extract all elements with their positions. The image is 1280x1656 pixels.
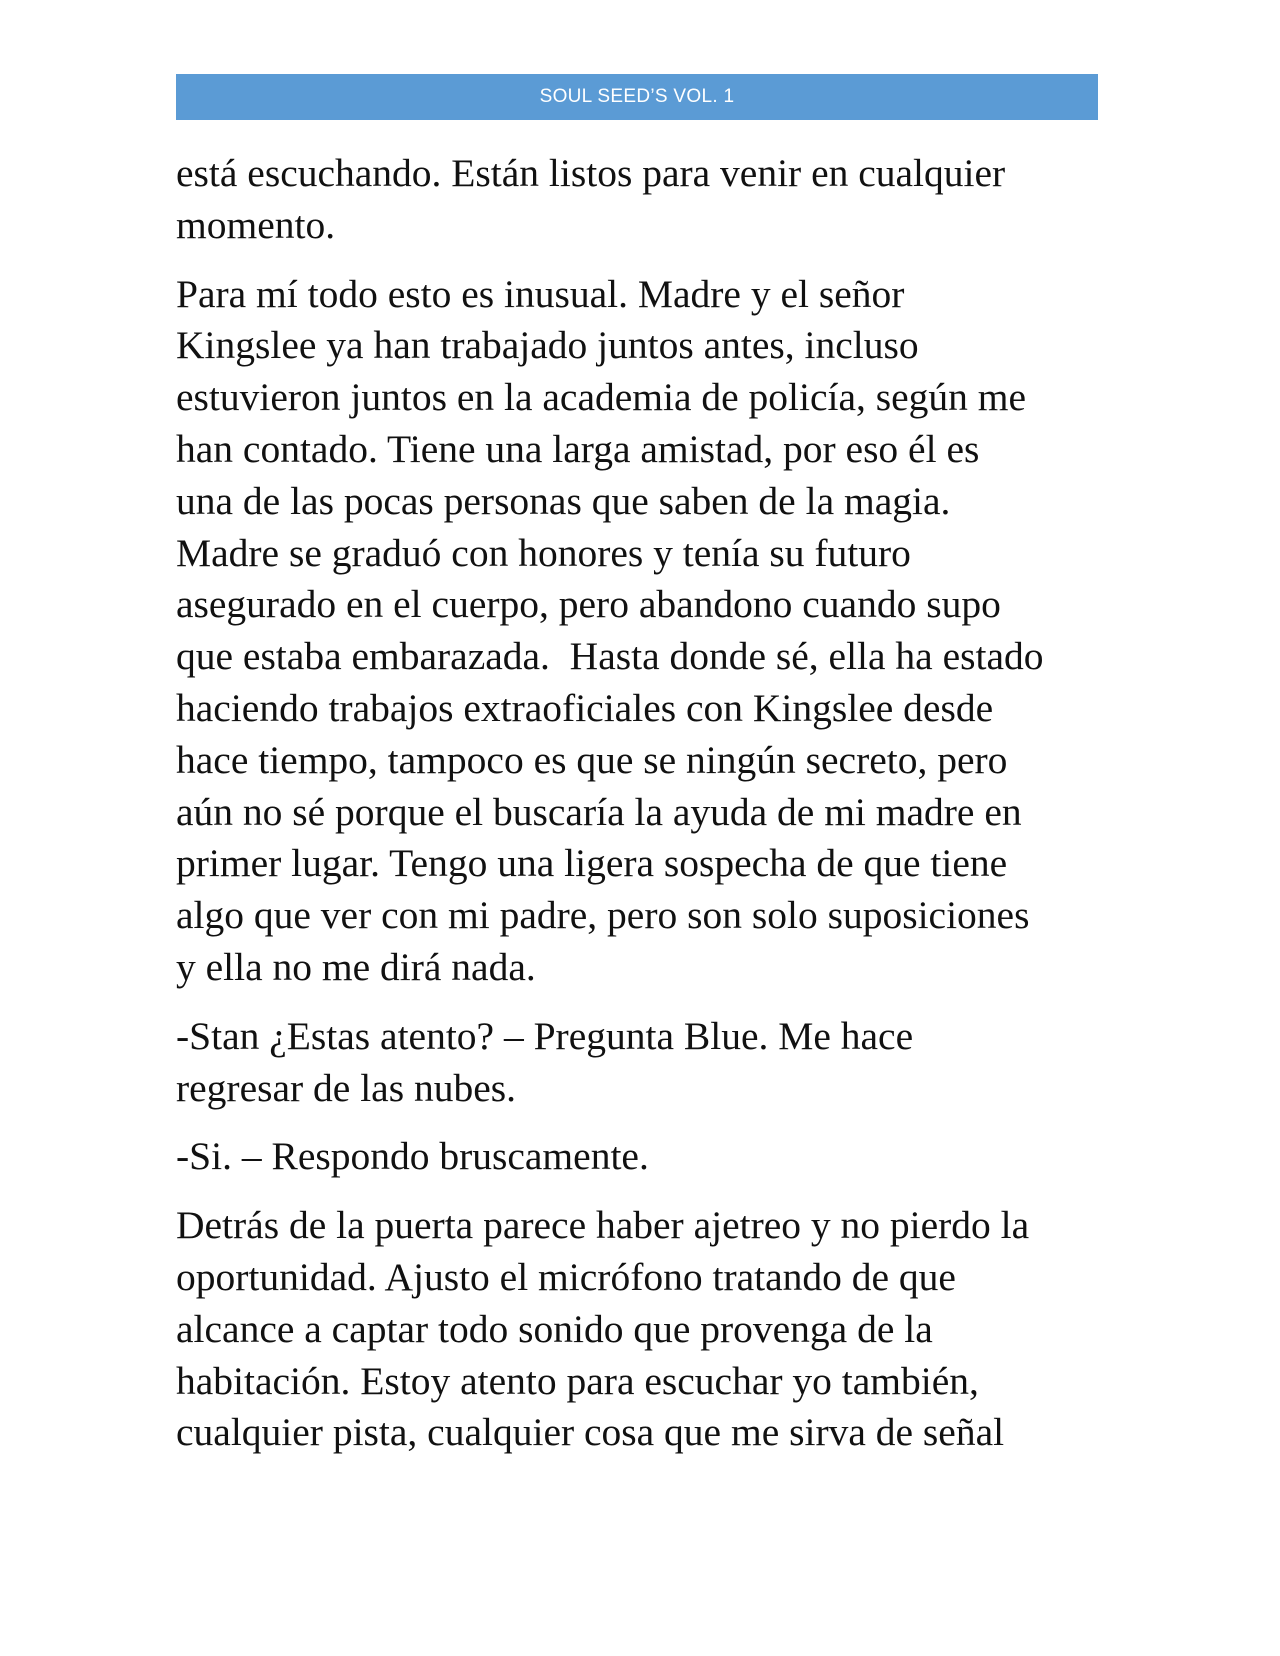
text-line: algo que ver con mi padre, pero son solo suposiciones	[176, 893, 1030, 938]
running-header	[176, 74, 1098, 120]
text-line: alcance a captar todo sonido que provenga de la	[176, 1306, 933, 1351]
header-title: SOUL SEED’S VOL. 1	[539, 86, 735, 107]
paragraph-3	[176, 1011, 1116, 1115]
page-body	[176, 148, 1116, 1476]
text-line: está escuchando. Están listos para venir en cualquier	[176, 151, 1006, 195]
text-line: haciendo trabajos extraoficiales con Kingslee desde	[176, 685, 994, 730]
text-line: que estaba embarazada. Hasta donde sé, ella ha estado	[176, 634, 1044, 679]
text-line: primer lugar. Tengo una ligera sospecha de que tiene	[176, 841, 1008, 886]
paragraph-1	[176, 148, 1116, 252]
text-line: habitación. Estoy atento para escuchar yo también,	[176, 1358, 979, 1403]
text-line: oportunidad. Ajusto el micrófono tratando de que	[176, 1254, 956, 1299]
text-line: y ella no me dirá nada.	[176, 944, 536, 989]
paragraph-4	[176, 1131, 1116, 1183]
text-line: regresar de las nubes.	[176, 1065, 516, 1110]
text-line: estuvieron juntos en la academia de policía, según me	[176, 375, 1027, 420]
text-line: Kingslee ya han trabajado juntos antes, incluso	[176, 323, 919, 368]
text-line: hace tiempo, tampoco es que se ningún secreto, pero	[176, 737, 1008, 782]
text-line: han contado. Tiene una larga amistad, por eso él es	[176, 426, 980, 471]
text-line: cualquier pista, cualquier cosa que me sirva de señal	[176, 1410, 1005, 1455]
text-line: Para mí todo esto es inusual. Madre y el señor	[176, 271, 905, 316]
paragraph-5	[176, 1200, 1116, 1459]
text-line: aún no sé porque el buscaría la ayuda de mi madre en	[176, 789, 1022, 834]
text-line: Madre se graduó con honores y tenía su futuro	[176, 530, 911, 575]
text-line: -Stan ¿Estas atento? – Pregunta Blue. Me hace	[176, 1013, 914, 1058]
text-line: Detrás de la puerta parece haber ajetreo y no pierdo la	[176, 1203, 1030, 1248]
text-line: -Si. – Respondo bruscamente.	[176, 1134, 649, 1179]
text-line: momento.	[176, 202, 336, 247]
text-line: una de las pocas personas que saben de la magia.	[176, 478, 951, 523]
paragraph-2	[176, 269, 1116, 994]
text-line: asegurado en el cuerpo, pero abandono cuando supo	[176, 582, 1001, 627]
